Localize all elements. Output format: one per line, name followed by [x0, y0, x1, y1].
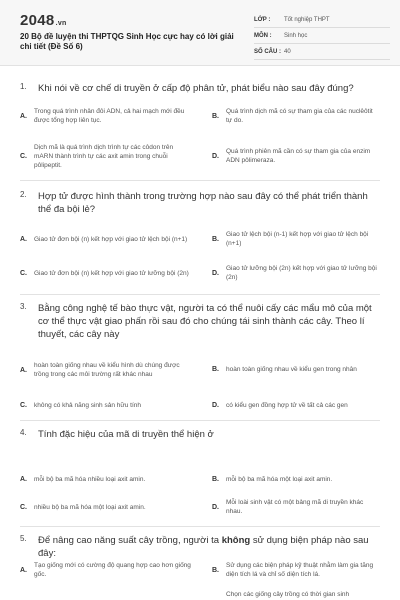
option-letter: D. [212, 503, 219, 511]
option-text: Sử dụng các biện pháp kỹ thuật nhằm làm gia tăng diện tích lá và chỉ số diện tích lá. [226, 562, 374, 578]
answer-option-a[interactable] [20, 472, 194, 486]
option-text: Giao tử đơn bội (n) kết hợp với giao tử lưỡng bội (2n) [34, 269, 189, 277]
option-text: Trong quá trình nhân đôi ADN, cả hai mạch mới đều được tổng hợp liên tục. [34, 108, 185, 124]
option-letter: B. [212, 235, 219, 243]
answer-option-c[interactable] [20, 139, 194, 173]
answer-option-d[interactable] [212, 494, 380, 520]
option-letter: A. [20, 112, 27, 120]
option-letter: C. [20, 152, 27, 160]
option-letter: A. [20, 235, 27, 243]
answer-option-a[interactable] [20, 557, 194, 583]
meta-row-class [254, 12, 390, 28]
meta-value: 40 [284, 48, 291, 55]
question-number: 4. [20, 428, 27, 437]
option-text: Giao tử lưỡng bội (2n) kết hợp với giao tử lưỡng bội (2n) [226, 265, 377, 281]
option-text: Chọn các giống cây trồng có thời gian sinh [226, 591, 350, 598]
answer-option-d[interactable] [212, 143, 380, 169]
document-meta [254, 12, 390, 60]
question-text: Bằng công nghệ tế bào thực vật, người ta có thể nuôi cấy các mẩu mô của một cơ thể thực vật giao phấn rồi sau đó cho chúng tái sinh thành các cây. Theo lí thuyết, các cây này [38, 303, 372, 340]
site-logo[interactable] [20, 12, 67, 29]
divider [20, 294, 380, 295]
question-number: 5. [20, 534, 27, 543]
question-text: Tính đặc hiệu của mã di truyền thể hiện ở [38, 429, 214, 440]
option-letter: A. [20, 475, 27, 483]
question-text: Hợp tử được hình thành trong trường hợp nào sau đây có thể phát triển thành thể đa bội lẻ? [38, 191, 368, 215]
option-letter: B. [212, 112, 219, 120]
meta-row-subject [254, 28, 390, 44]
divider [20, 526, 380, 527]
logo-suffix: .vn [55, 20, 67, 27]
option-text: Dịch mã là quá trình dịch trình tự các côdon trên mARN thành trình tự các axit amin trong chuỗi pôlipeptit. [34, 143, 174, 169]
answer-option-partial[interactable] [212, 590, 380, 600]
option-letter: D. [212, 269, 219, 277]
option-letter: B. [212, 475, 219, 483]
option-letter: B. [212, 566, 219, 574]
document-title: 20 Bộ đề luyện thi THPTQG Sinh Học cực hay có lời giải chi tiết (Đề Số 6) [20, 32, 234, 51]
answer-option-d[interactable] [212, 398, 380, 412]
answer-option-a[interactable] [20, 226, 194, 252]
question-text: Khi nói về cơ chế di truyền ở cấp độ phân tử, phát biểu nào sau đây đúng? [38, 83, 354, 94]
divider [20, 180, 380, 181]
answer-option-a[interactable] [20, 103, 194, 129]
meta-value: Tốt nghiệp THPT [284, 16, 330, 23]
answer-option-d[interactable] [212, 260, 380, 286]
option-letter: C. [20, 503, 27, 511]
option-letter: A. [20, 566, 27, 574]
answer-option-c[interactable] [20, 398, 194, 412]
option-text: hoàn toàn giống nhau về kiểu gen trong nhân [226, 365, 357, 373]
question-number: 2. [20, 190, 27, 199]
option-text: Quá trình phiên mã cần có sự tham gia của enzim ADN pôlimeraza. [226, 148, 371, 164]
meta-label: LỚP : [254, 16, 271, 23]
answer-option-b[interactable] [212, 226, 380, 252]
option-letter: A. [20, 366, 27, 374]
question-text-emphasis: không [221, 535, 251, 546]
option-text: Giao tử đơn bội (n) kết hợp với giao tử lệch bội (n+1) [34, 235, 188, 243]
option-text: Quá trình dịch mã có sự tham gia của các nuclêôtit tự do. [226, 108, 373, 124]
option-text: Mỗi loài sinh vật có một bảng mã di truyền khác nhau. [226, 499, 364, 515]
meta-label: MÔN : [254, 32, 272, 39]
question-text-part: Để nâng cao năng suất cây trồng, người ta [38, 535, 222, 546]
option-letter: B. [212, 365, 219, 373]
divider [20, 420, 380, 421]
answer-option-a[interactable] [20, 352, 194, 388]
option-text: không có khả năng sinh sản hữu tính [34, 401, 141, 409]
answer-option-b[interactable] [212, 356, 380, 382]
option-letter: D. [212, 152, 219, 160]
answer-option-b[interactable] [212, 472, 380, 486]
meta-label: SỐ CÂU : [254, 48, 281, 55]
option-text: hoàn toàn giống nhau về kiểu hình dù chúng được trồng trong các môi trường rất khác nhau [34, 362, 180, 378]
answer-option-c[interactable] [20, 260, 194, 286]
option-letter: D. [212, 401, 219, 409]
question-text-part: sử dụng biện pháp nào sau đây: [38, 535, 369, 559]
option-text: Giao tử lệch bội (n-1) kết hợp với giao tử lệch bội (n+1) [226, 231, 369, 247]
meta-row-count [254, 44, 390, 60]
answer-option-b[interactable] [212, 103, 380, 129]
option-text: có kiểu gen đồng hợp tử về tất cả các gen [226, 401, 348, 409]
meta-value: Sinh học [284, 32, 308, 39]
logo-text: 2048 [20, 12, 55, 29]
question-number: 3. [20, 302, 27, 311]
page-header [0, 0, 400, 66]
option-text: mỗi bộ ba mã hóa nhiều loại axit amin. [34, 475, 146, 483]
option-letter: C. [20, 269, 27, 277]
option-text: mỗi bộ ba mã hóa một loại axit amin. [226, 475, 333, 483]
question-number: 1. [20, 82, 27, 91]
option-text: nhiều bộ ba mã hóa một loại axit amin. [34, 503, 146, 511]
option-text: Tạo giống mới có cường độ quang hợp cao hơn giống gốc. [34, 562, 191, 578]
answer-option-b[interactable] [212, 557, 380, 583]
answer-option-c[interactable] [20, 500, 194, 514]
option-letter: C. [20, 401, 27, 409]
